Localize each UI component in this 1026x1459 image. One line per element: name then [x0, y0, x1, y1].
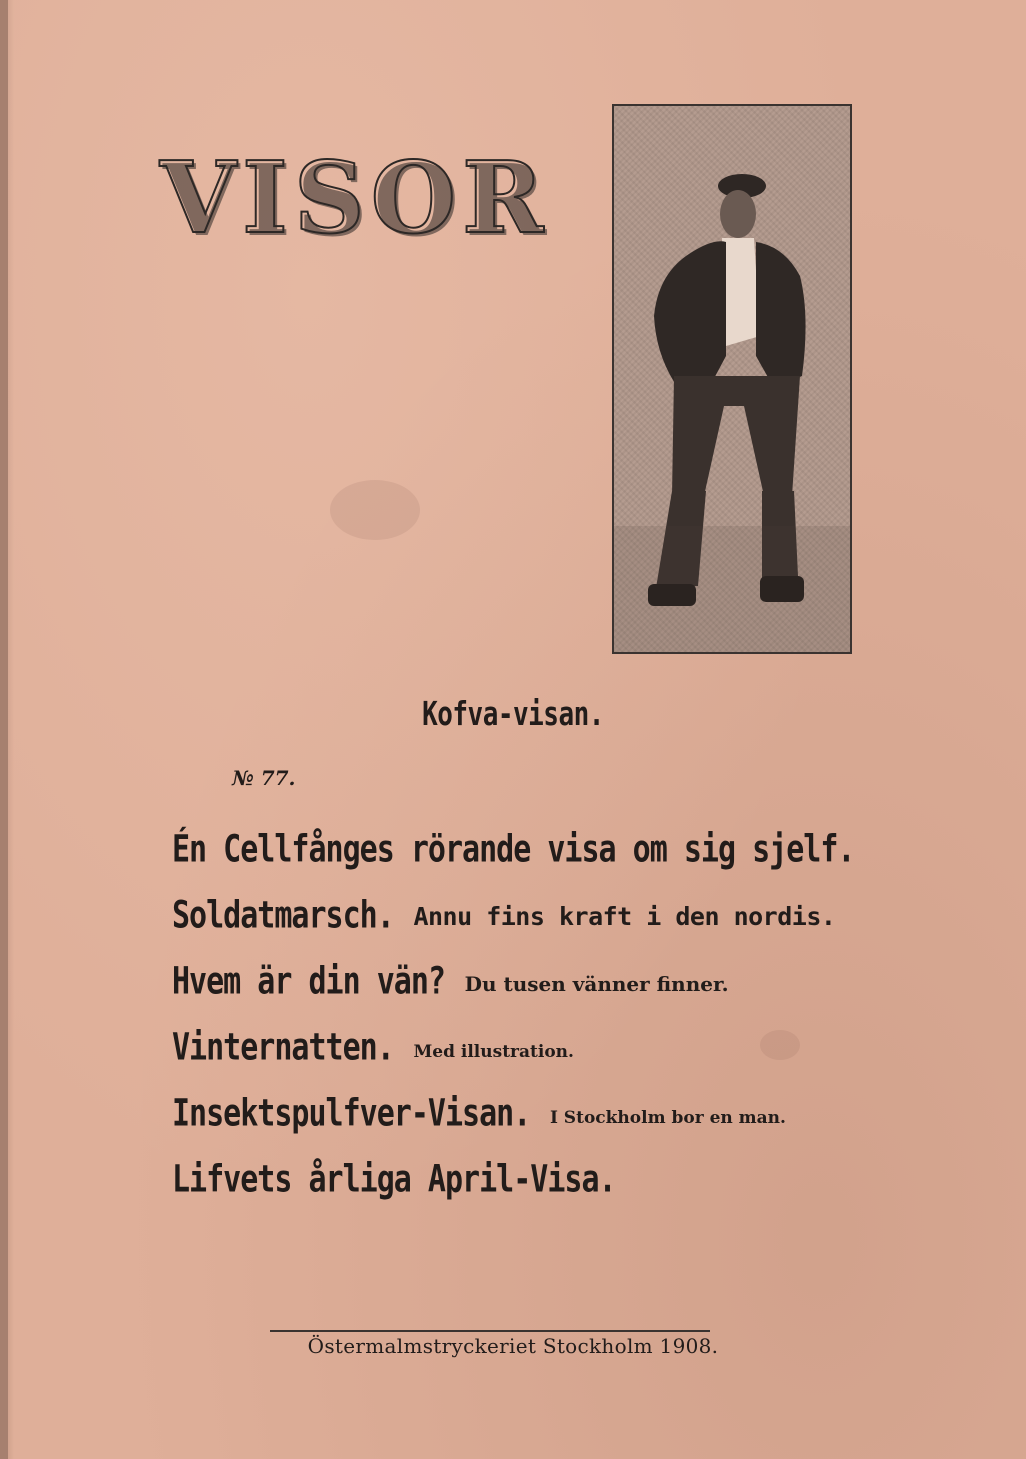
list-item	[172, 827, 855, 898]
song-subtitle: Annu fins kraft i den nordis.	[413, 902, 836, 931]
divider	[270, 1330, 710, 1332]
song-subtitle: I Stockholm bor en man.	[549, 1108, 786, 1128]
list-item	[172, 1091, 854, 1162]
portrait-figure	[614, 106, 850, 652]
song-title: Hvem är din vän?	[172, 959, 445, 1004]
printer-imprint: Östermalmstryckeriet Stockholm 1908.	[307, 1334, 719, 1358]
song-list	[172, 827, 855, 1228]
list-item	[172, 1157, 854, 1228]
song-title: Insektspulfver-Visan.	[172, 1091, 531, 1136]
song-title: Soldatmarsch.	[172, 893, 394, 938]
song-title: Lifvets årliga April-Visa.	[172, 1157, 616, 1202]
page-title: VISOR	[160, 141, 550, 256]
list-item	[172, 1025, 854, 1096]
song-title: Vinternatten.	[172, 1025, 394, 1070]
paper-stain	[330, 480, 420, 540]
song-subtitle: Du tusen vänner finner.	[464, 972, 729, 996]
featured-song-title: Kofva-visan.	[422, 696, 604, 734]
list-item	[172, 893, 854, 964]
song-title: Én Cellfånges rörande visa om sig sjelf.	[172, 827, 855, 872]
song-subtitle: Med illustration.	[413, 1042, 574, 1062]
list-item	[172, 959, 854, 1030]
issue-number: № 77.	[232, 766, 296, 790]
standing-man-photo-icon	[612, 104, 852, 654]
